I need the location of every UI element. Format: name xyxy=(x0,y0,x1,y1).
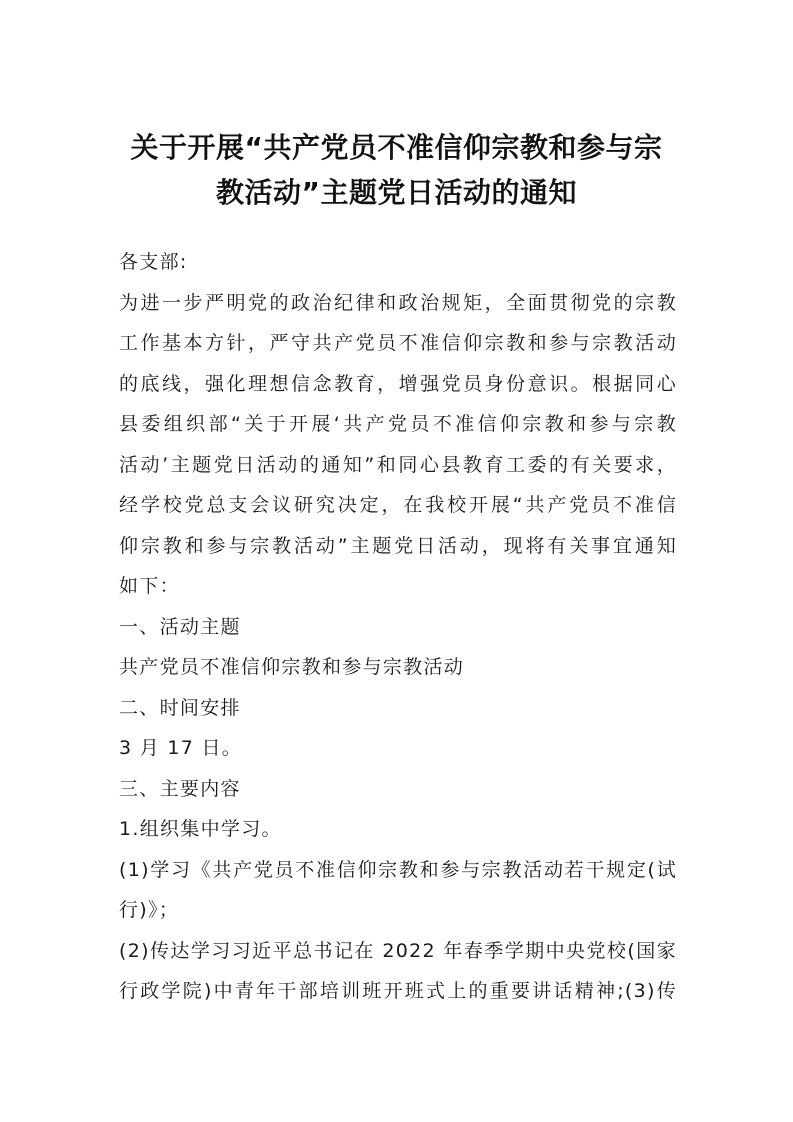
paragraph-line: 行政学院)中青年干部培训班开班式上的重要讲话精神;(3)传 xyxy=(119,980,677,1002)
salutation: 各支部: xyxy=(119,251,188,273)
section-heading: 一、活动主题 xyxy=(119,615,241,638)
paragraph-line: 县委组织部“关于开展‘共产党员不准信仰宗教和参与宗教 xyxy=(119,413,677,435)
paragraph-line: 经学校党总支会议研究决定，在我校开展“共产党员不准信 xyxy=(119,494,677,516)
paragraph-line: 共产党员不准信仰宗教和参与宗教活动 xyxy=(119,656,465,678)
document-body xyxy=(119,242,677,1012)
section-heading: 二、时间安排 xyxy=(119,696,241,719)
section-heading: 三、主要内容 xyxy=(119,777,241,800)
paragraph-line: 活动’主题党日活动的通知”和同心县教育工委的有关要求， xyxy=(119,453,677,476)
paragraph-line: (2)传达学习习近平总书记在 2022 年春季学期中央党校(国家 xyxy=(119,939,677,962)
paragraph-line: 工作基本方针，严守共产党员不准信仰宗教和参与宗教活动 xyxy=(119,332,677,354)
paragraph-line: 1.组织集中学习。 xyxy=(119,818,282,840)
paragraph-line: 为进一步严明党的政治纪律和政治规矩，全面贯彻党的宗教 xyxy=(119,291,677,314)
document-title-line-2: 教活动”主题党日活动的通知 xyxy=(216,176,577,209)
paragraph-line: 3 月 17 日。 xyxy=(119,737,243,759)
document-title-line-1: 关于开展“共产党员不准信仰宗教和参与宗 xyxy=(130,131,663,164)
paragraph-line: 如下： xyxy=(119,575,180,597)
paragraph-line: 的底线，强化理想信念教育，增强党员身份意识。根据同心 xyxy=(119,372,677,395)
paragraph-line: (1)学习《共产党员不准信仰宗教和参与宗教活动若干规定(试 xyxy=(119,858,677,881)
paragraph-line: 行)》； xyxy=(119,899,180,921)
paragraph-line: 仰宗教和参与宗教活动”主题党日活动，现将有关事宜通知 xyxy=(119,534,677,557)
